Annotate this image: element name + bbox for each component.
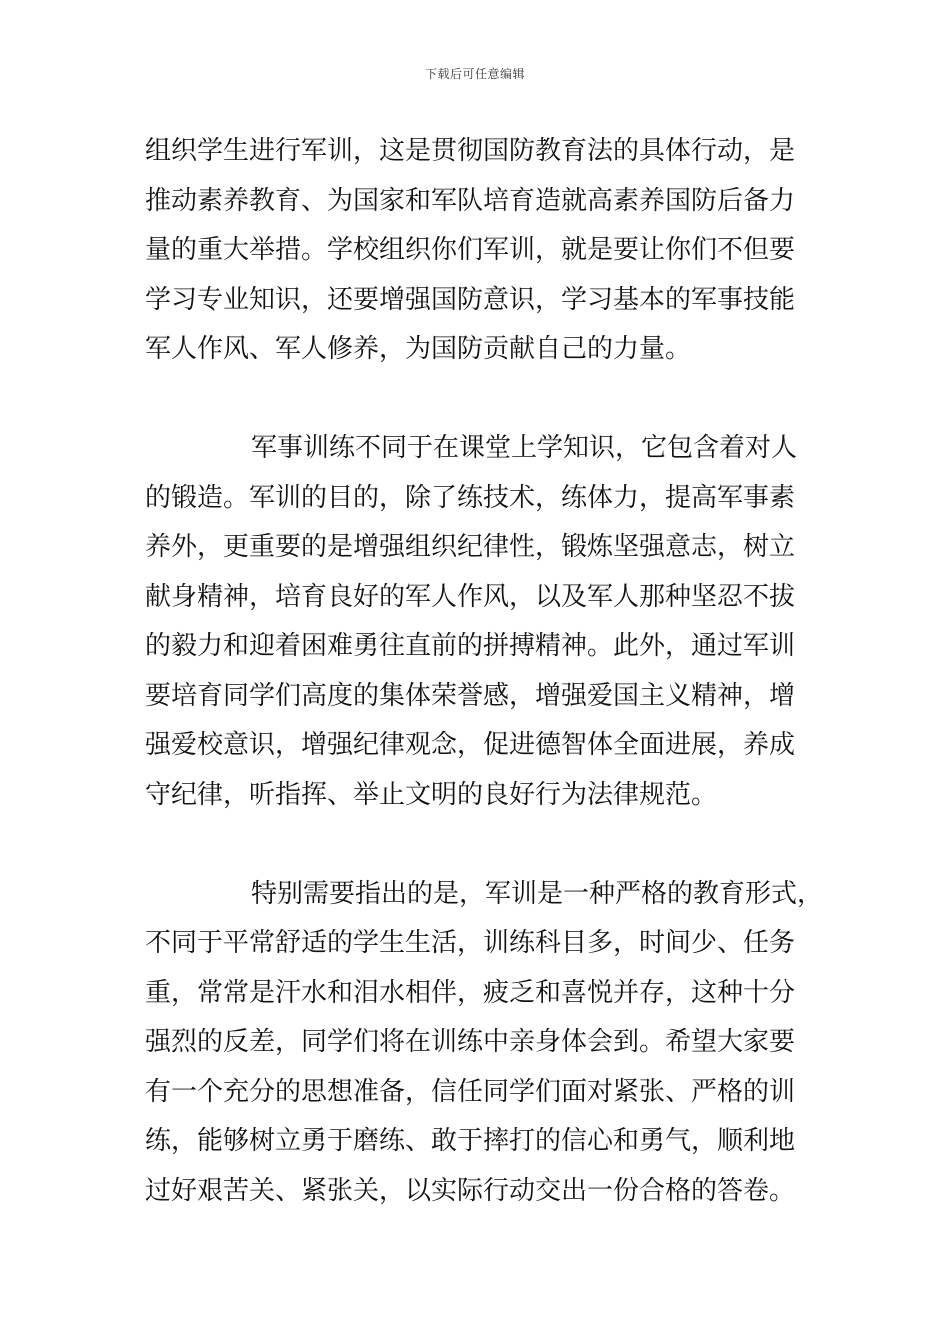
paragraph-3 (145, 870, 825, 1217)
text-line: 养外，更重要的是增强组织纪律性，锻炼坚强意志，树立 (145, 532, 796, 562)
paragraph-2 (145, 424, 825, 820)
paragraph-spacer (145, 375, 825, 425)
text-line: 军事训练不同于在课堂上学知识，它包含着对人 (251, 433, 798, 463)
text-line: 强爱校意识，增强纪律观念，促进德智体全面进展，养成 (145, 730, 796, 760)
text-line: 守纪律，听指挥、举止文明的良好行为法律规范。 (145, 779, 718, 810)
text-line: 组织学生进行军训，这是贯彻国防教育法的具体行动，是 (145, 136, 796, 166)
text-line: 献身精神，培育良好的军人作风，以及军人那种坚忍不拔 (145, 581, 796, 612)
text-line: 过好艰苦关、紧张关，以实际行动交出一份合格的答卷。 (145, 1175, 796, 1206)
text-line: 特别需要指出的是，军训是一种严格的教育形式， (251, 878, 824, 909)
text-line: 要培育同学们高度的集体荣誉感，增强爱国主义精神，增 (145, 680, 796, 711)
document-body (145, 127, 825, 1216)
paragraph-spacer (145, 820, 825, 870)
text-line: 的毅力和迎着困难勇往直前的拼搏精神。此外，通过军训 (145, 631, 796, 661)
text-line: 练，能够树立勇于磨练、敢于摔打的信心和勇气，顺利地 (145, 1126, 796, 1156)
text-line: 不同于平常舒适的学生生活，训练科目多，时间少、任务 (145, 928, 796, 958)
paragraph-1 (145, 127, 825, 375)
text-line: 强烈的反差，同学们将在训练中亲身体会到。希望大家要 (145, 1027, 796, 1057)
text-line: 有一个充分的思想准备，信任同学们面对紧张、严格的训 (145, 1076, 796, 1107)
text-line: 重，常常是汗水和泪水相伴，疲乏和喜悦并存，这种十分 (145, 977, 796, 1008)
page-header: 下载后可任意编辑 (424, 67, 525, 81)
text-line: 军人作风、军人修养，为国防贡献自己的力量。 (145, 334, 692, 364)
text-line: 学习专业知识，还要增强国防意识，学习基本的军事技能 (145, 284, 796, 315)
text-line: 量的重大举措。学校组织你们军训，就是要让你们不但要 (145, 235, 796, 265)
text-line: 的锻造。军训的目的，除了练技术，练体力，提高军事素 (145, 482, 796, 513)
text-line: 推动素养教育、为国家和军队培育造就高素养国防后备力 (145, 185, 796, 216)
